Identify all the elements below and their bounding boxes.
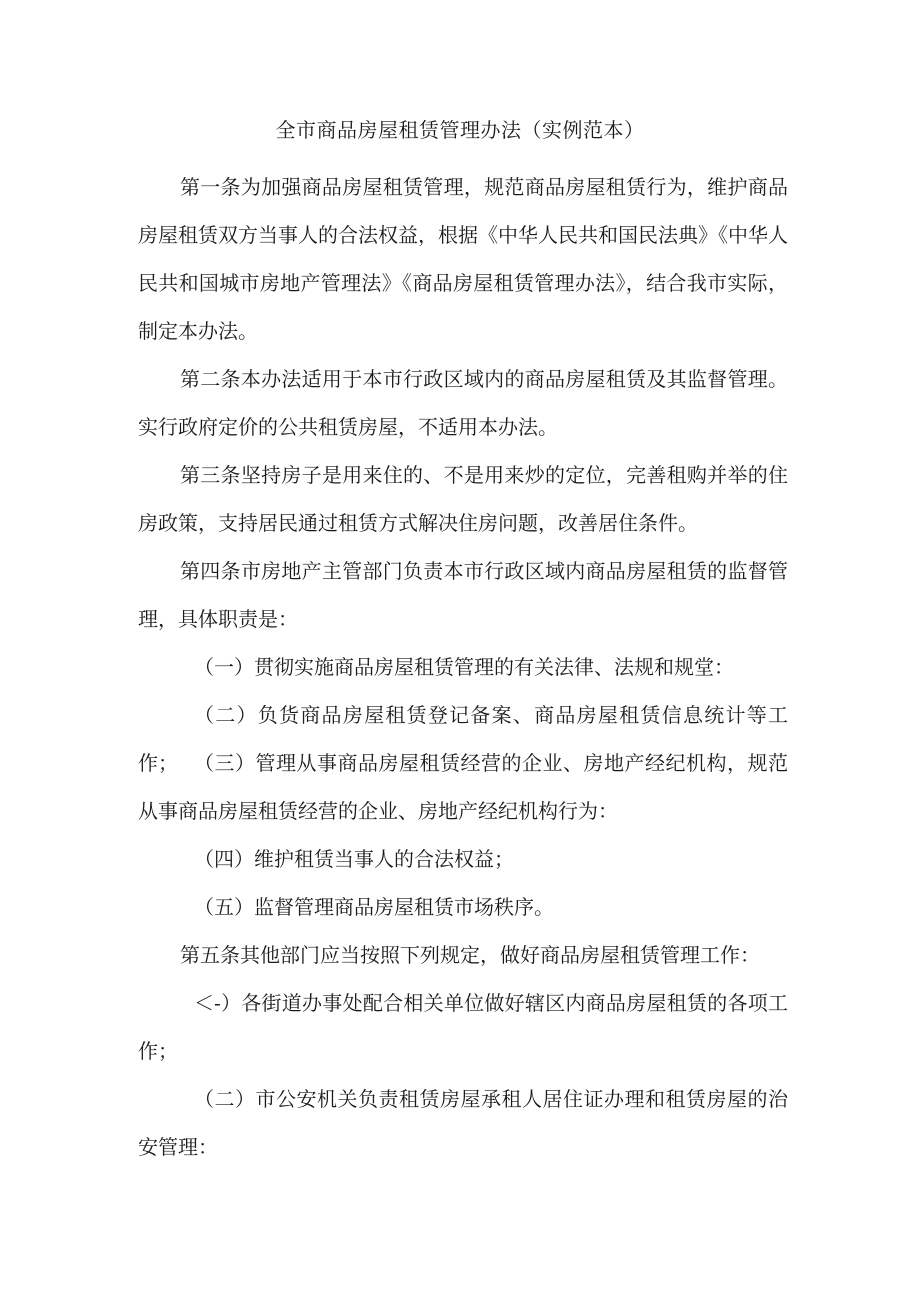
article-4-item-3: （三）管理从事商品房屋租赁经营的企业、房地产经纪机构，规范从事商品房屋租赁经营的企业、房地产经纪机构行为：	[138, 751, 788, 823]
article-4-item-5: （五）监督管理商品房屋租赁市场秩序。	[194, 895, 554, 919]
article-2-paragraph: 第二条本办法适用于本市行政区域内的商品房屋租赁及其监督管理。实行政府定价的公共租赁房屋，不适用本办法。	[138, 367, 788, 439]
article-5-item-1: ＜-）各街道办事处配合相关单位做好辖区内商品房屋租赁的各项工作；	[138, 991, 788, 1063]
article-1-paragraph: 第一条为加强商品房屋租赁管理，规范商品房屋租赁行为，维护商品房屋租赁双方当事人的合法权益，根据《中华人民共和国民法典》《中华人民共和国城市房地产管理法》《商品房屋租赁管理办法》，结合我市实际，制定本办法。	[138, 175, 788, 343]
article-3-paragraph: 第三条坚持房子是用来住的、不是用来炒的定位，完善租购并举的住房政策，支持居民通过租赁方式解决住房问题，改善居住条件。	[138, 463, 788, 535]
article-4-item-1: （一）贯彻实施商品房屋租赁管理的有关法律、法规和规堂：	[194, 655, 734, 679]
article-5-paragraph: 第五条其他部门应当按照下列规定，做好商品房屋租赁管理工作：	[180, 943, 760, 967]
article-4-item-4: （四）维护租赁当事人的合法权益；	[194, 847, 514, 871]
document-title: 全市商品房屋租赁管理办法（实例范本）	[275, 118, 645, 142]
article-4-item-2: （二）负货商品房屋租赁登记备案、商品房屋租赁信息统计等工作；	[138, 703, 788, 775]
article-5-item-2: （二）市公安机关负责租赁房屋承租人居住证办理和租赁房屋的治安管理：	[138, 1087, 788, 1159]
article-4-paragraph: 第四条市房地产主管部门负责本市行政区域内商品房屋租赁的监督管理，具体职责是：	[138, 559, 788, 631]
